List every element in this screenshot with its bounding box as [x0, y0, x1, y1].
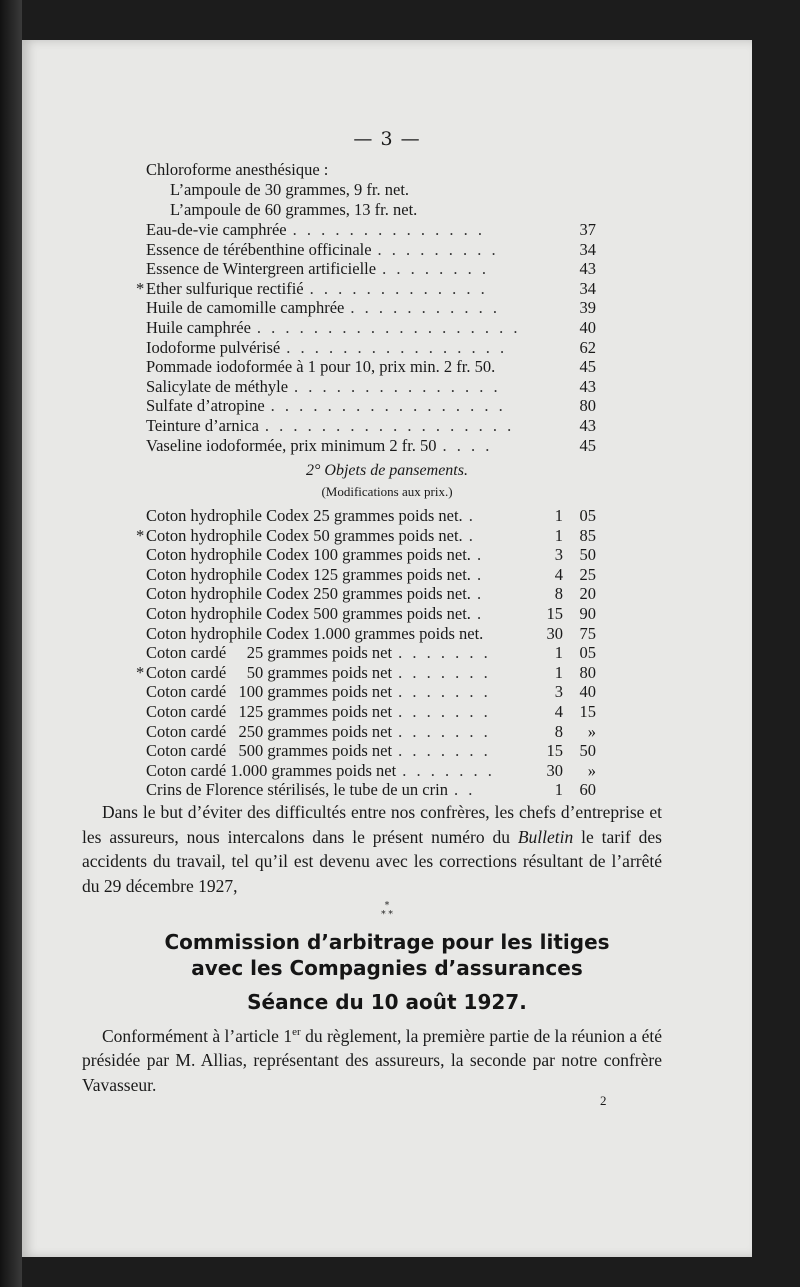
paragraph-text: le tarif des accidents du travail, tel qu’il est devenu avec les corrections résultant de l’arrêté du 29 décembre 1927, [82, 826, 662, 896]
list2-label: Crins de Florence stérilisés, le tube de un crin [146, 780, 448, 800]
paragraph-italic: Bulletin [517, 826, 574, 847]
leader-dots: . . . . [442, 435, 493, 455]
price-francs: 30 [546, 623, 563, 643]
list2-row [146, 565, 596, 585]
price-cents: 85 [579, 525, 596, 545]
leader-dots: . . . . . . . . . . . . . [309, 278, 488, 298]
price-francs: 1 [554, 643, 563, 663]
leader-dots: . . . . . . . [398, 643, 491, 663]
price-value: 40 [579, 318, 596, 337]
asterism [22, 902, 752, 920]
section-title: 2° Objets de pansements. [306, 462, 468, 479]
list2-row [146, 604, 596, 624]
leader-dots: . [476, 564, 485, 584]
price-francs: 30 [546, 760, 563, 780]
leader-dots: . . . . . . . [402, 760, 495, 780]
asterisk-mark: * [136, 525, 145, 545]
list2-row [146, 682, 596, 702]
price-cents: 20 [579, 584, 596, 604]
price-cents: 40 [579, 682, 596, 702]
leader-dots: . . . . . . . . [382, 259, 489, 279]
heading-seance: Séance du 10 août 1927. [247, 990, 527, 1014]
paragraph-text: Dans le but d’éviter des difficultés entre nos confrères, les chefs d’entreprise et les assureurs, nous intercalons dans le présent numéro du [82, 802, 662, 847]
list2-label: Coton hydrophile Codex 1.000 grammes poids net. [146, 623, 484, 643]
price-cents: 60 [579, 780, 596, 800]
list2-label: Coton hydrophile Codex 25 grammes poids net. [146, 506, 463, 525]
list1-row [146, 436, 596, 456]
list2-row [146, 643, 596, 663]
list2-label: Coton hydrophile Codex 125 grammes poids net. [146, 564, 471, 584]
list1-row [146, 357, 596, 377]
list2-label: Coton cardé 250 grammes poids net [146, 721, 393, 741]
price-value: 37 [579, 220, 596, 239]
leader-dots: . [468, 506, 476, 525]
list1-label: Sulfate d’atropine [146, 396, 265, 416]
leader-dots: . . . . . . . . . . . [350, 298, 500, 318]
list2-row [146, 584, 596, 604]
price-cents: 90 [579, 604, 596, 623]
list1-row [146, 396, 596, 416]
leader-dots: . . . . . . . . . . . . . . [292, 220, 485, 239]
asterism-bottom: * * [381, 910, 393, 920]
leader-dots: . . . . . . . . . . . . . . . . . . . [256, 318, 521, 337]
price-cents: 05 [579, 643, 596, 663]
list2-row [146, 506, 596, 526]
price-cents: 25 [579, 564, 596, 584]
document-page [22, 40, 752, 1257]
leader-dots: . [476, 545, 485, 565]
asterisk-mark: * [136, 278, 145, 298]
list1-row [146, 240, 596, 260]
list2-row [146, 741, 596, 761]
price-value: 45 [579, 435, 596, 455]
paragraph-reunion [82, 1020, 662, 1097]
asterism-top: * [384, 901, 390, 911]
price-cents: » [587, 721, 596, 741]
leader-dots: . . . . . . . . . . . . . . . . [286, 337, 508, 357]
leader-dots: . . [453, 780, 476, 800]
leader-dots: . [468, 525, 476, 545]
list2-label: Coton hydrophile Codex 50 grammes poids net. [146, 525, 463, 545]
list1-label: Ether sulfurique rectifié [146, 278, 304, 298]
list2-row [146, 761, 596, 781]
heading-compagnies: avec les Compagnies d’assurances [191, 956, 583, 980]
price-francs: 4 [554, 702, 563, 721]
price-cents: » [587, 760, 596, 780]
leader-dots: . . . . . . . [398, 662, 491, 682]
list1-label: Huile de camomille camphrée [146, 298, 345, 318]
list1-row [146, 220, 596, 240]
price-value: 62 [579, 337, 596, 357]
intro-line-text: L’ampoule de 60 grammes, 13 fr. net. [170, 200, 418, 219]
price-francs: 15 [546, 741, 563, 761]
price-value: 39 [579, 298, 596, 318]
leader-dots: . . . . . . . . . . . . . . . . . . [264, 416, 515, 435]
price-value: 34 [579, 239, 596, 259]
asterisk-mark: * [136, 662, 145, 682]
list2-row [136, 525, 596, 546]
intro-title-text: Chloroforme anesthésique : [146, 160, 329, 179]
price-francs: 4 [554, 564, 563, 584]
price-francs: 8 [554, 584, 563, 604]
leader-dots: . . . . . . . [398, 741, 491, 761]
list1-label: Salicylate de méthyle [146, 376, 289, 396]
price-value: 45 [579, 357, 596, 377]
list2-label: Coton cardé 50 grammes poids net [146, 662, 393, 682]
list1-row [146, 416, 596, 436]
price-francs: 15 [546, 604, 563, 623]
price-cents: 75 [579, 623, 596, 643]
list2-row [146, 545, 596, 565]
leader-dots: . . . . . . . . . . . . . . . [294, 376, 501, 396]
leader-dots: . . . . . . . . . [377, 239, 499, 259]
list2-row [146, 780, 596, 800]
list2-label: Coton cardé 1.000 grammes poids net [146, 760, 397, 780]
price-value: 43 [579, 259, 596, 279]
scan-edge [0, 0, 22, 1287]
list1-label: Teinture d’arnica [146, 416, 259, 435]
list1-row [146, 377, 596, 397]
list2-row [146, 722, 596, 742]
price-francs: 8 [554, 721, 563, 741]
list1-row [136, 278, 596, 299]
price-francs: 1 [554, 506, 563, 525]
list1-row [146, 298, 596, 318]
list2-row [136, 662, 596, 683]
price-value: 34 [579, 278, 596, 298]
price-value: 43 [579, 376, 596, 396]
section-subtitle: (Modifications aux prix.) [321, 484, 453, 499]
list1-label: Huile camphrée [146, 318, 251, 337]
price-value: 80 [579, 396, 596, 416]
list2-row [146, 624, 596, 644]
list2-label: Coton cardé 25 grammes poids net [146, 643, 393, 663]
leader-dots: . . . . . . . [398, 702, 491, 721]
leader-dots: . [476, 604, 485, 623]
price-francs: 1 [554, 780, 563, 800]
leader-dots: . . . . . . . . . . . . . . . . . [270, 396, 506, 416]
list2-label: Coton hydrophile Codex 250 grammes poids net. [146, 584, 471, 604]
intro-line-text: L’ampoule de 30 grammes, 9 fr. net. [170, 180, 410, 199]
list2-label: Coton cardé 125 grammes poids net [146, 702, 393, 721]
list1-row [146, 338, 596, 358]
heading-commission: Commission d’arbitrage pour les litiges [164, 930, 610, 954]
price-value: 43 [579, 416, 596, 435]
list2-label: Coton hydrophile Codex 100 grammes poids net. [146, 545, 471, 565]
list1-row [146, 318, 596, 338]
list1-label: Essence de térébenthine officinale [146, 239, 372, 259]
price-cents: 50 [579, 741, 596, 761]
price-cents: 50 [579, 545, 596, 565]
list1-label: Pommade iodoformée à 1 pour 10, prix min. 2 fr. 50. [146, 357, 496, 377]
list1-label: Eau-de-vie camphrée [146, 220, 287, 239]
price-cents: 15 [579, 702, 596, 721]
price-francs: 1 [554, 525, 563, 545]
list1-row [146, 259, 596, 279]
paragraph-text: du règlement, la première partie de la réunion a été présidée par M. Allias, représentant des assureurs, la seconde par notre confrère Vavasseur. [82, 1025, 662, 1095]
list1-label: Vaseline iodoformée, prix minimum 2 fr. 50 [146, 435, 437, 455]
signature-mark: 2 [600, 1093, 607, 1108]
price-francs: 3 [554, 682, 563, 702]
price-cents: 80 [579, 662, 596, 682]
leader-dots: . . . . . . . [398, 721, 491, 741]
price-cents: 05 [579, 506, 596, 525]
paragraph-bulletin [82, 800, 662, 898]
leader-dots: . . . . . . . [398, 682, 491, 702]
list1-label: Iodoforme pulvérisé [146, 337, 281, 357]
page-number: — 3 — [353, 128, 421, 150]
list2-label: Coton hydrophile Codex 500 grammes poids net. [146, 604, 471, 623]
list2-label: Coton cardé 500 grammes poids net [146, 741, 393, 761]
list1-label: Essence de Wintergreen artificielle [146, 259, 377, 279]
price-francs: 1 [554, 662, 563, 682]
list2-label: Coton cardé 100 grammes poids net [146, 682, 393, 702]
leader-dots: . [476, 584, 485, 604]
price-francs: 3 [554, 545, 563, 565]
paragraph-text: Conformément à l’article 1 [102, 1025, 293, 1046]
superscript: er [292, 1026, 301, 1038]
list2-row [146, 702, 596, 722]
